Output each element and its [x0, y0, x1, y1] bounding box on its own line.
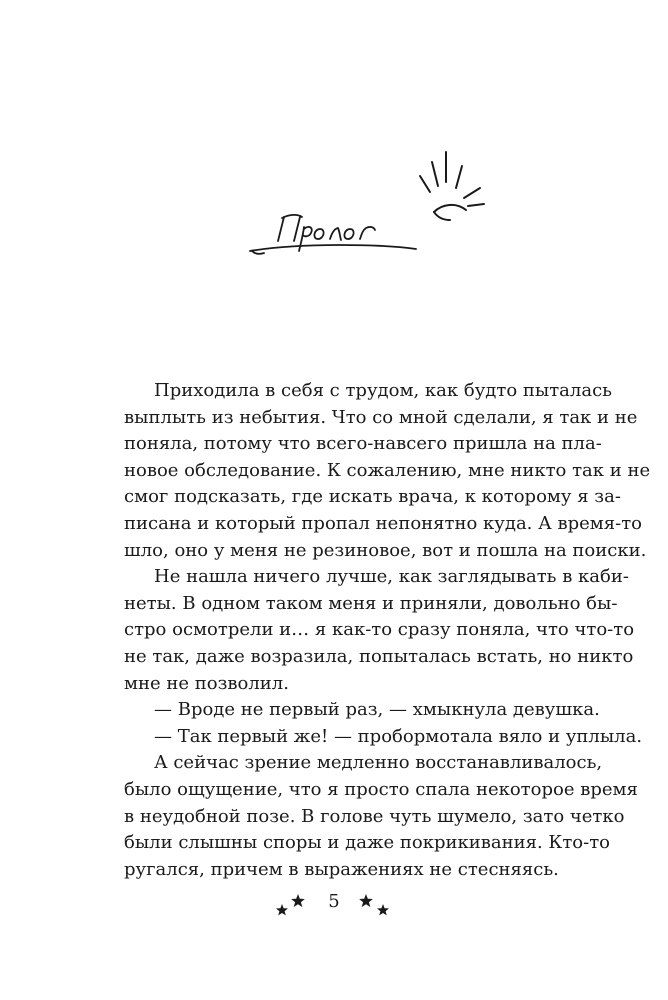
text-line: смог подсказать, где искать врача, к которому я за-: [124, 486, 621, 508]
paragraph: [94, 697, 600, 724]
text-line: были слышны споры и даже покрикивания. Кто-то: [124, 832, 610, 854]
text-line: новое обследование. К сожалению, мне никто так и не: [124, 459, 651, 481]
text-line: — Вроде не первый раз, — хмыкнула девушка.: [154, 699, 600, 721]
text-line: шло, оно у меня не резиновое, вот и пошла на поиски.: [124, 539, 647, 561]
paragraph: [94, 378, 651, 564]
stars-left-icon: [274, 890, 310, 920]
text-line: в неудобной позе. В голове чуть шумело, зато четко: [124, 805, 625, 827]
paragraph: [94, 564, 635, 697]
text-line: мне не позволил.: [124, 672, 289, 694]
text-line: стро осмотрели и… я как-то сразу поняла, что что-то: [124, 619, 635, 641]
text-line: — Так первый же! — пробормотала вяло и уплыла.: [154, 725, 643, 747]
text-line: неты. В одном таком меня и приняли, довольно бы-: [124, 592, 618, 614]
page-number: 5: [328, 891, 340, 912]
stars-right-icon: [356, 890, 392, 920]
text-line: Приходила в себя с трудом, как будто пыталась: [154, 380, 612, 401]
text-line: не так, даже возразила, попыталась встать, но никто: [124, 645, 634, 667]
text-line: писана и который пропал непонятно куда. А время-то: [124, 512, 643, 534]
text-line: выплыть из небытия. Что со мной сделали, я так и не: [124, 406, 638, 428]
paragraph: [94, 724, 643, 751]
text-line: А сейчас зрение медленно восстанавливалось,: [154, 752, 603, 774]
text-line: поняла, потому что всего-навсего пришла на пла-: [124, 433, 602, 455]
text-line: было ощущение, что я просто спала некоторое время: [124, 778, 638, 800]
chapter-title-handwritten: [244, 205, 420, 265]
text-line: ругался, причем в выражениях не стесняясь.: [124, 858, 559, 880]
page-footer: [0, 890, 668, 930]
text-line: Не нашла ничего лучше, как заглядывать в каби-: [154, 566, 629, 588]
body-text: [94, 378, 651, 883]
paragraph: [94, 750, 638, 883]
